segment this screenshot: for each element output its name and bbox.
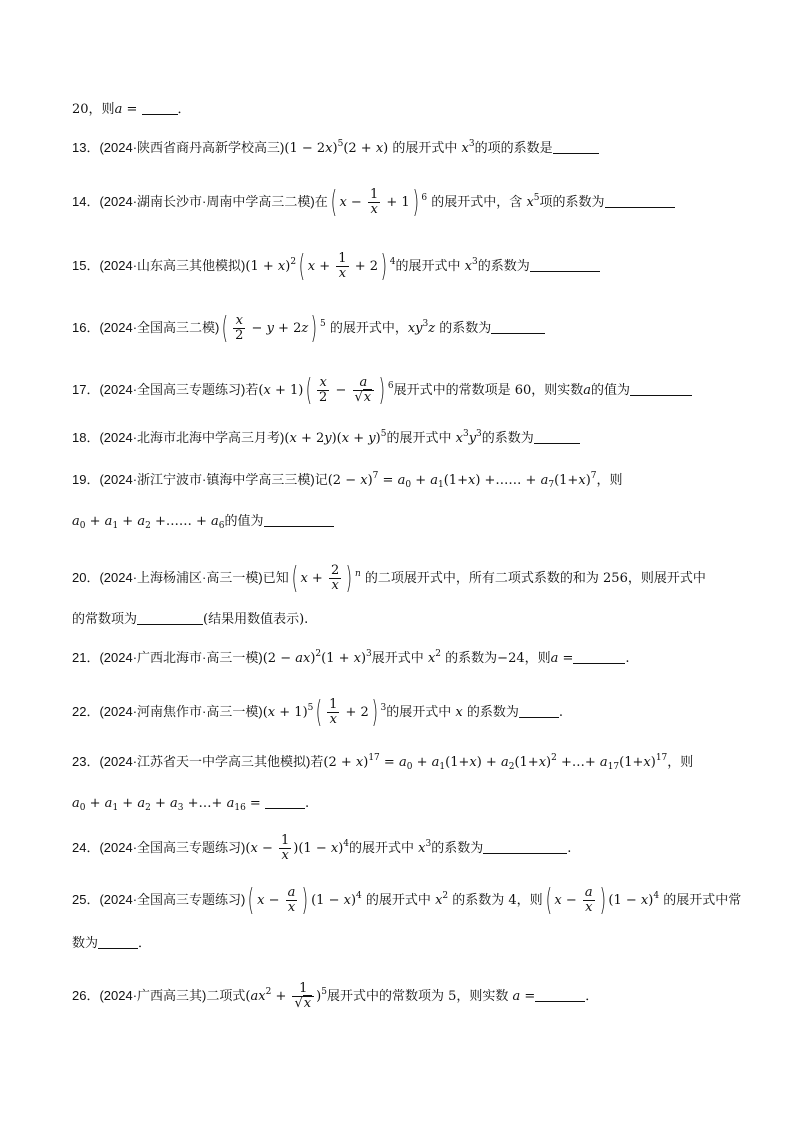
question-19-line2: $a_0 + a_1 + a_2$ +…… + $a_6$的值为 bbox=[72, 512, 732, 532]
question-13: 13．(2024·陕西省商丹高新学校高三)$(1 - 2x)^5(2 + x)$ 的展开式中 $x^3$的项的系数是 bbox=[72, 138, 732, 159]
answer-blank[interactable] bbox=[630, 381, 692, 396]
answer-blank[interactable] bbox=[483, 839, 567, 854]
answer-blank[interactable] bbox=[137, 610, 203, 625]
answer-blank[interactable] bbox=[605, 193, 675, 208]
answer-blank[interactable] bbox=[519, 703, 559, 718]
question-19: 19．(2024·浙江宁波市·镇海中学高三三模)记$(2 - x)^7 = a_0 + a_1(1+x)$ +…… + $a_7(1+x)^7$，则 bbox=[72, 471, 623, 490]
question-20-line2: 的常数项为 (结果用数值表示). bbox=[72, 612, 309, 627]
question-22: 22．(2024·河南焦作市·高三一模)$(x + 1)^5$( $\frac{1}{x}$ + 2) $^3$的展开式中 x 的系数为 . bbox=[72, 694, 564, 730]
answer-blank[interactable] bbox=[534, 429, 580, 444]
answer-blank[interactable] bbox=[98, 934, 138, 949]
question-18: 18．(2024·北海市北海中学高三月考)$(x + 2y)(x + y)^5$的展开式中 $x^3y^3$的系数为 bbox=[72, 428, 732, 449]
question-26: 26．(2024·广西高三其)二项式($ax^2$ + $\frac{1}{√x}$ )$^5$展开式中的常数项为 5，则实数 a = ． bbox=[72, 981, 599, 1011]
question-14: 14．(2024·湖南长沙市·周南中学高三二模)在( x − $\frac{1}{x}$ + 1) $^6$ 的展开式中，含 $x^5$项的系数为 bbox=[72, 188, 732, 217]
question-21: 21．(2024·广西北海市·高三一模)$(2 - ax)^2(1 + x)^3$展开式中 $x^2$ 的系数为−24，则a = . bbox=[72, 649, 630, 666]
answer-blank[interactable] bbox=[264, 512, 334, 527]
question-23-line2: $a_0 + a_1 + a_2 + a_3$ +…+ $a_{16}$ = . bbox=[72, 796, 310, 813]
question-24: 24．(2024·全国高三专题练习)(x − $\frac{1}{x}$ )$(1 - x)^4$的展开式中 $x^3$的系数为 . bbox=[72, 833, 572, 863]
continuation-line: 20，则a = ． bbox=[72, 102, 191, 117]
question-23: 23．(2024·江苏省天一中学高三其他模拟)若$(2 + x)^{17} = a_0 + a_1(1+x) + a_2(1+x)^2$ +…+ $a_{17}(1+x)^{17}$，则 bbox=[72, 753, 694, 772]
question-25-line2: 数为 ． bbox=[72, 936, 152, 951]
question-17: 17．(2024·全国高三专题练习)若(x + 1)( $\frac{x}{2}$ − $\frac{a}{√x}$ ) $^6$展开式中的常数项是 60，则实数a的值为 bbox=[72, 376, 732, 405]
question-20: 20．(2024·上海杨浦区·高三一模)已知( x + $\frac{2}{x}$ ) $^n$ 的二项展开式中，所有二项式系数的和为 256，则展开式中 bbox=[72, 560, 706, 596]
question-15: 15．(2024·山东高三其他模拟)$(1 + x)^2$( x + $\frac{1}{x}$ + 2) $^4$的展开式中 $x^3$的系数为 bbox=[72, 252, 732, 281]
answer-blank[interactable] bbox=[535, 987, 585, 1002]
answer-blank[interactable] bbox=[491, 319, 545, 334]
question-25: 25．(2024·全国高三专题练习)( x − $\frac{a}{x}$ ) $(1 - x)^4$ 的展开式中 $x^2$ 的系数为 4，则( x − $\frac{a}{x}$ ) $(1 - x)^4$ 的展开式中常 bbox=[72, 882, 742, 918]
question-16: 16．(2024·全国高三二模)( $\frac{x}{2}$ − y + 2z) $^5$ 的展开式中，$xy^3z$ 的系数为 bbox=[72, 314, 732, 343]
answer-blank[interactable] bbox=[530, 257, 600, 272]
answer-blank[interactable] bbox=[553, 139, 599, 154]
answer-blank[interactable] bbox=[142, 100, 178, 115]
answer-blank[interactable] bbox=[265, 794, 305, 809]
answer-blank[interactable] bbox=[573, 649, 625, 664]
